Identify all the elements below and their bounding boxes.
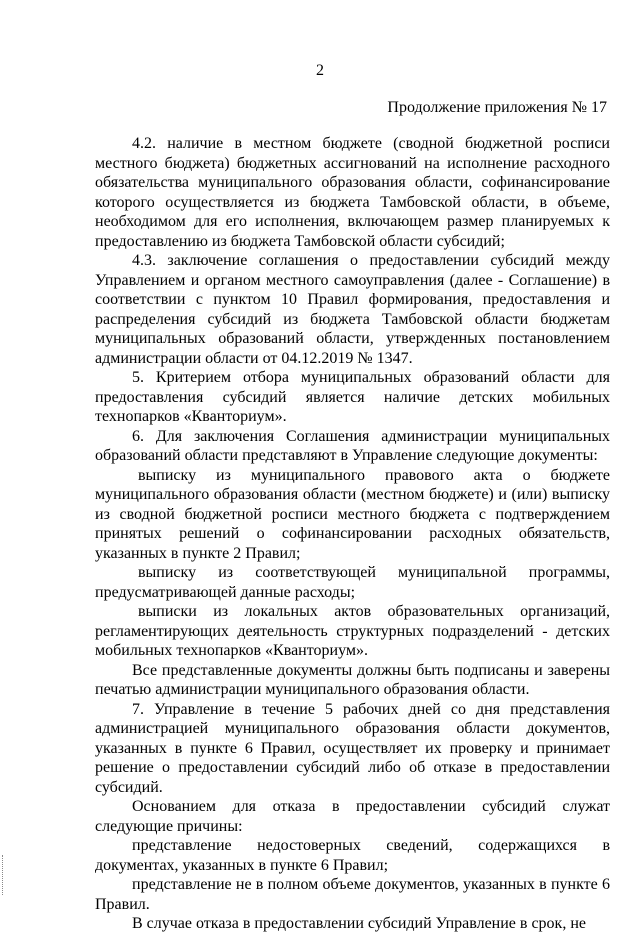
paragraph-4-3: 4.3. заключение соглашения о предоставлении субсидий между Управлением и органом местного самоуправления (далее - Соглашение) в соответствии с пунктом 10 Правил формирования, предоставления и распределения субсидий из бюджета Тамбовской области бюджетам муниципальных образований области, утвержденных постановлением администрации области от 04.12.2019 № 1347.	[95, 252, 610, 367]
paragraph-4-2: 4.2. наличие в местном бюджете (сводной бюджетной росписи местного бюджета) бюджетных ассигнований на исполнение расходного обязательства муниципального образования области, софинансирование которого осуществляется из бюджета Тамбовской области, в объеме, необходимом для его исполнения, включающем размер планируемых к предоставлению из бюджета Тамбовской области субсидий;	[95, 135, 610, 250]
refusal-reason-item: представление не в полном объеме документов, указанных в пункте 6 Правил.	[95, 876, 610, 913]
paragraph-signature-requirement: Все представленные документы должны быть подписаны и заверены печатью администрации муниципального образования области.	[95, 661, 610, 698]
paragraph-7: 7. Управление в течение 5 рабочих дней со дня представления администрацией муниципального образования области документов, указанных в пункте 6 Правил, осуществляет их проверку и принимает решение о предоставлении субсидий либо об отказе в предоставлении субсидий.	[95, 700, 610, 796]
paragraph-6: 6. Для заключения Соглашения администрации муниципальных образований области представляют в Управление следующие документы:	[95, 427, 610, 464]
document-list-item: выписку из муниципального правового акта о бюджете муниципального образования области (местном бюджете) и (или) выписку из сводной бюджетной росписи местного бюджета с подтверждением принятых решений о софинансировании расходных обязательств, указанных в пункте 2 Правил;	[95, 466, 610, 562]
appendix-continuation-heading: Продолжение приложения № 17	[387, 99, 607, 116]
scan-margin-mark	[2, 855, 6, 895]
page-number: 2	[316, 62, 324, 79]
paragraph-refusal-grounds: Основанием для отказа в предоставлении субсидий служат следующие причины:	[95, 798, 610, 835]
paragraph-refusal-notice: В случае отказа в предоставлении субсидий Управление в срок, не	[132, 915, 586, 932]
document-body	[95, 134, 610, 934]
document-list-item: выписку из соответствующей муниципальной программы, предусматривающей данные расходы;	[95, 564, 610, 601]
document-list-item: выписки из локальных актов образовательных организаций, регламентирующих деятельность структурных подразделений - детских мобильных технопарков «Кванториум».	[95, 603, 610, 659]
paragraph-5: 5. Критерием отбора муниципальных образований области для предоставления субсидий является наличие детских мобильных технопарков «Кванториум».	[95, 369, 610, 425]
refusal-reason-item: представление недостоверных сведений, содержащихся в документах, указанных в пункте 6 Правил;	[95, 837, 610, 874]
